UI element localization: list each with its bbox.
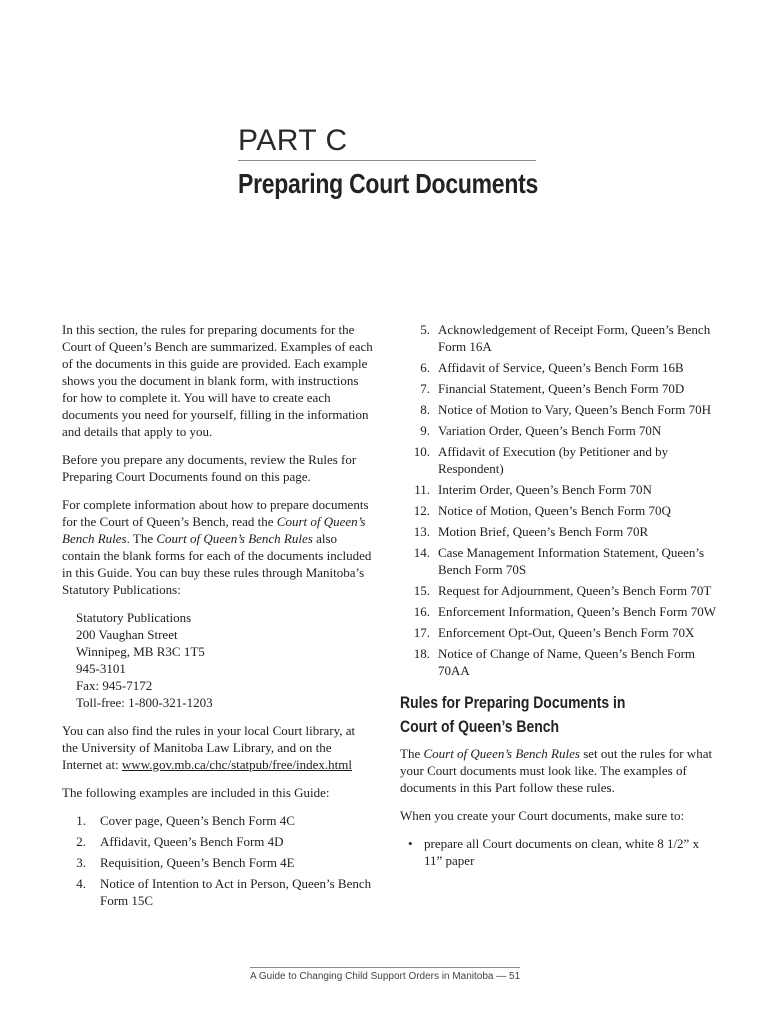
list-text: Request for Adjournment, Queen’s Bench Form 70T (438, 583, 712, 598)
address-line: Toll-free: 1-800-321-1203 (76, 695, 213, 710)
rules-look-italic: Court of Queen’s Bench Rules (423, 746, 580, 761)
statpub-link[interactable]: www.gov.mb.ca/chc/statpub/free/index.html (121, 757, 353, 772)
bullet-glyph: • (408, 836, 413, 851)
list-text: Notice of Change of Name, Queen’s Bench Form 70AA (438, 646, 696, 678)
rules-look-start: The (400, 746, 424, 761)
make-sure-paragraph: When you create your Court documents, make sure to: (400, 808, 685, 823)
examples-list-left (62, 812, 374, 909)
address-line: 945-3101 (76, 661, 126, 676)
list-text: Affidavit of Execution (by Petitioner and by Respondent) (438, 444, 669, 476)
list-text: Requisition, Queen’s Bench Form 4E (100, 855, 295, 870)
address-line: Fax: 945-7172 (76, 678, 153, 693)
list-item (400, 523, 716, 540)
list-number: 16. (413, 604, 430, 619)
list-number: 7. (420, 381, 430, 396)
footer-divider (250, 967, 520, 968)
page-title: Preparing Court Documents (238, 168, 539, 199)
list-text: Enforcement Information, Queen’s Bench Form 70W (438, 604, 716, 619)
library-text: You can also find the rules in your local Court library, at the University of Manitoba Law Library, and on the Internet at: (62, 723, 356, 772)
list-number: 6. (420, 360, 430, 375)
list-text: Affidavit, Queen’s Bench Form 4D (100, 834, 284, 849)
list-item (400, 443, 716, 477)
list-item (400, 401, 716, 418)
list-text: Notice of Motion, Queen’s Bench Form 70Q (438, 503, 671, 518)
review-paragraph: Before you prepare any documents, review the Rules for Preparing Court Documents found on this page. (62, 452, 357, 484)
bullet-item (400, 835, 716, 869)
left-column (62, 321, 374, 915)
title-divider (238, 160, 536, 161)
list-number: 10. (413, 444, 430, 459)
rules-title-italic-1: Court of Queen’s Bench Rules (62, 514, 366, 546)
bullet-text: prepare all Court documents on clean, white 8 1/2” x 11” paper (424, 836, 700, 868)
list-number: 15. (413, 583, 430, 598)
list-text: Case Management Information Statement, Queen’s Bench Form 70S (438, 545, 705, 577)
examples-list-right (400, 321, 716, 679)
rules-look-paragraph (400, 745, 716, 796)
intro-paragraph: In this section, the rules for preparing documents for the Court of Queen’s Bench are summarized. Examples of each of the documents in this guide are provided. Each example shows you the document in blank form, with instructions for how to complete it. You will have to create each documents you need for yourself, filling in the information and details that apply to you. (62, 322, 373, 439)
list-number: 14. (413, 545, 430, 560)
list-number: 5. (420, 322, 430, 337)
list-text: Motion Brief, Queen’s Bench Form 70R (438, 524, 649, 539)
right-column (400, 321, 716, 869)
list-item (62, 854, 374, 871)
list-text: Notice of Motion to Vary, Queen’s Bench Form 70H (438, 402, 711, 417)
list-text: Variation Order, Queen’s Bench Form 70N (438, 423, 662, 438)
list-text: Interim Order, Queen’s Bench Form 70N (438, 482, 652, 497)
address-line: Statutory Publications (76, 610, 192, 625)
list-item (400, 481, 716, 498)
list-item (400, 359, 716, 376)
rules-paragraph (62, 496, 374, 598)
list-item (62, 812, 374, 829)
address-line: 200 Vaughan Street (76, 627, 178, 642)
page-footer: A Guide to Changing Child Support Orders in Manitoba — 51 (250, 971, 521, 982)
list-number: 8. (420, 402, 430, 417)
rules-text-start: For complete information about how to prepare documents for the Court of Queen’s Bench, read the (62, 497, 369, 529)
section-heading-line-1: Rules for Preparing Documents in (400, 693, 626, 712)
list-text: Enforcement Opt-Out, Queen’s Bench Form 70X (438, 625, 695, 640)
list-item (400, 502, 716, 519)
rules-look-end: set out the rules for what your Court documents must look like. The examples of documents in this Part follow these rules. (400, 746, 713, 795)
list-item (400, 422, 716, 439)
list-number: 2. (76, 834, 86, 849)
list-item (400, 603, 716, 620)
list-item (400, 645, 716, 679)
address-block (76, 609, 374, 711)
list-item (400, 582, 716, 599)
list-item (62, 875, 374, 909)
list-item (400, 321, 716, 355)
rules-text-end: also contain the blank forms for each of the documents included in this Guide. You can buy these rules through Manitoba’s Statutory Publications: (62, 531, 372, 597)
list-item (400, 624, 716, 641)
library-paragraph (62, 722, 374, 773)
rules-text-mid: . The (126, 531, 157, 546)
list-text: Notice of Intention to Act in Person, Queen’s Bench Form 15C (100, 876, 372, 908)
list-item (400, 380, 716, 397)
section-heading (400, 691, 716, 739)
list-number: 3. (76, 855, 86, 870)
list-number: 12. (413, 503, 430, 518)
list-text: Cover page, Queen’s Bench Form 4C (100, 813, 295, 828)
list-number: 1. (76, 813, 86, 828)
list-number: 17. (413, 625, 430, 640)
list-text: Acknowledgement of Receipt Form, Queen’s Bench Form 16A (438, 322, 711, 354)
rules-title-italic-2: Court of Queen’s Bench Rules (156, 531, 313, 546)
part-label: PART C (238, 124, 348, 157)
examples-intro: The following examples are included in this Guide: (62, 785, 330, 800)
list-number: 11. (414, 482, 430, 497)
list-number: 13. (413, 524, 430, 539)
list-number: 18. (413, 646, 430, 661)
list-number: 9. (420, 423, 430, 438)
list-number: 4. (76, 876, 86, 891)
list-text: Financial Statement, Queen’s Bench Form 70D (438, 381, 685, 396)
list-item (400, 544, 716, 578)
list-text: Affidavit of Service, Queen’s Bench Form 16B (438, 360, 684, 375)
list-item (62, 833, 374, 850)
section-heading-line-2: Court of Queen’s Bench (400, 717, 560, 736)
address-line: Winnipeg, MB R3C 1T5 (76, 644, 205, 659)
